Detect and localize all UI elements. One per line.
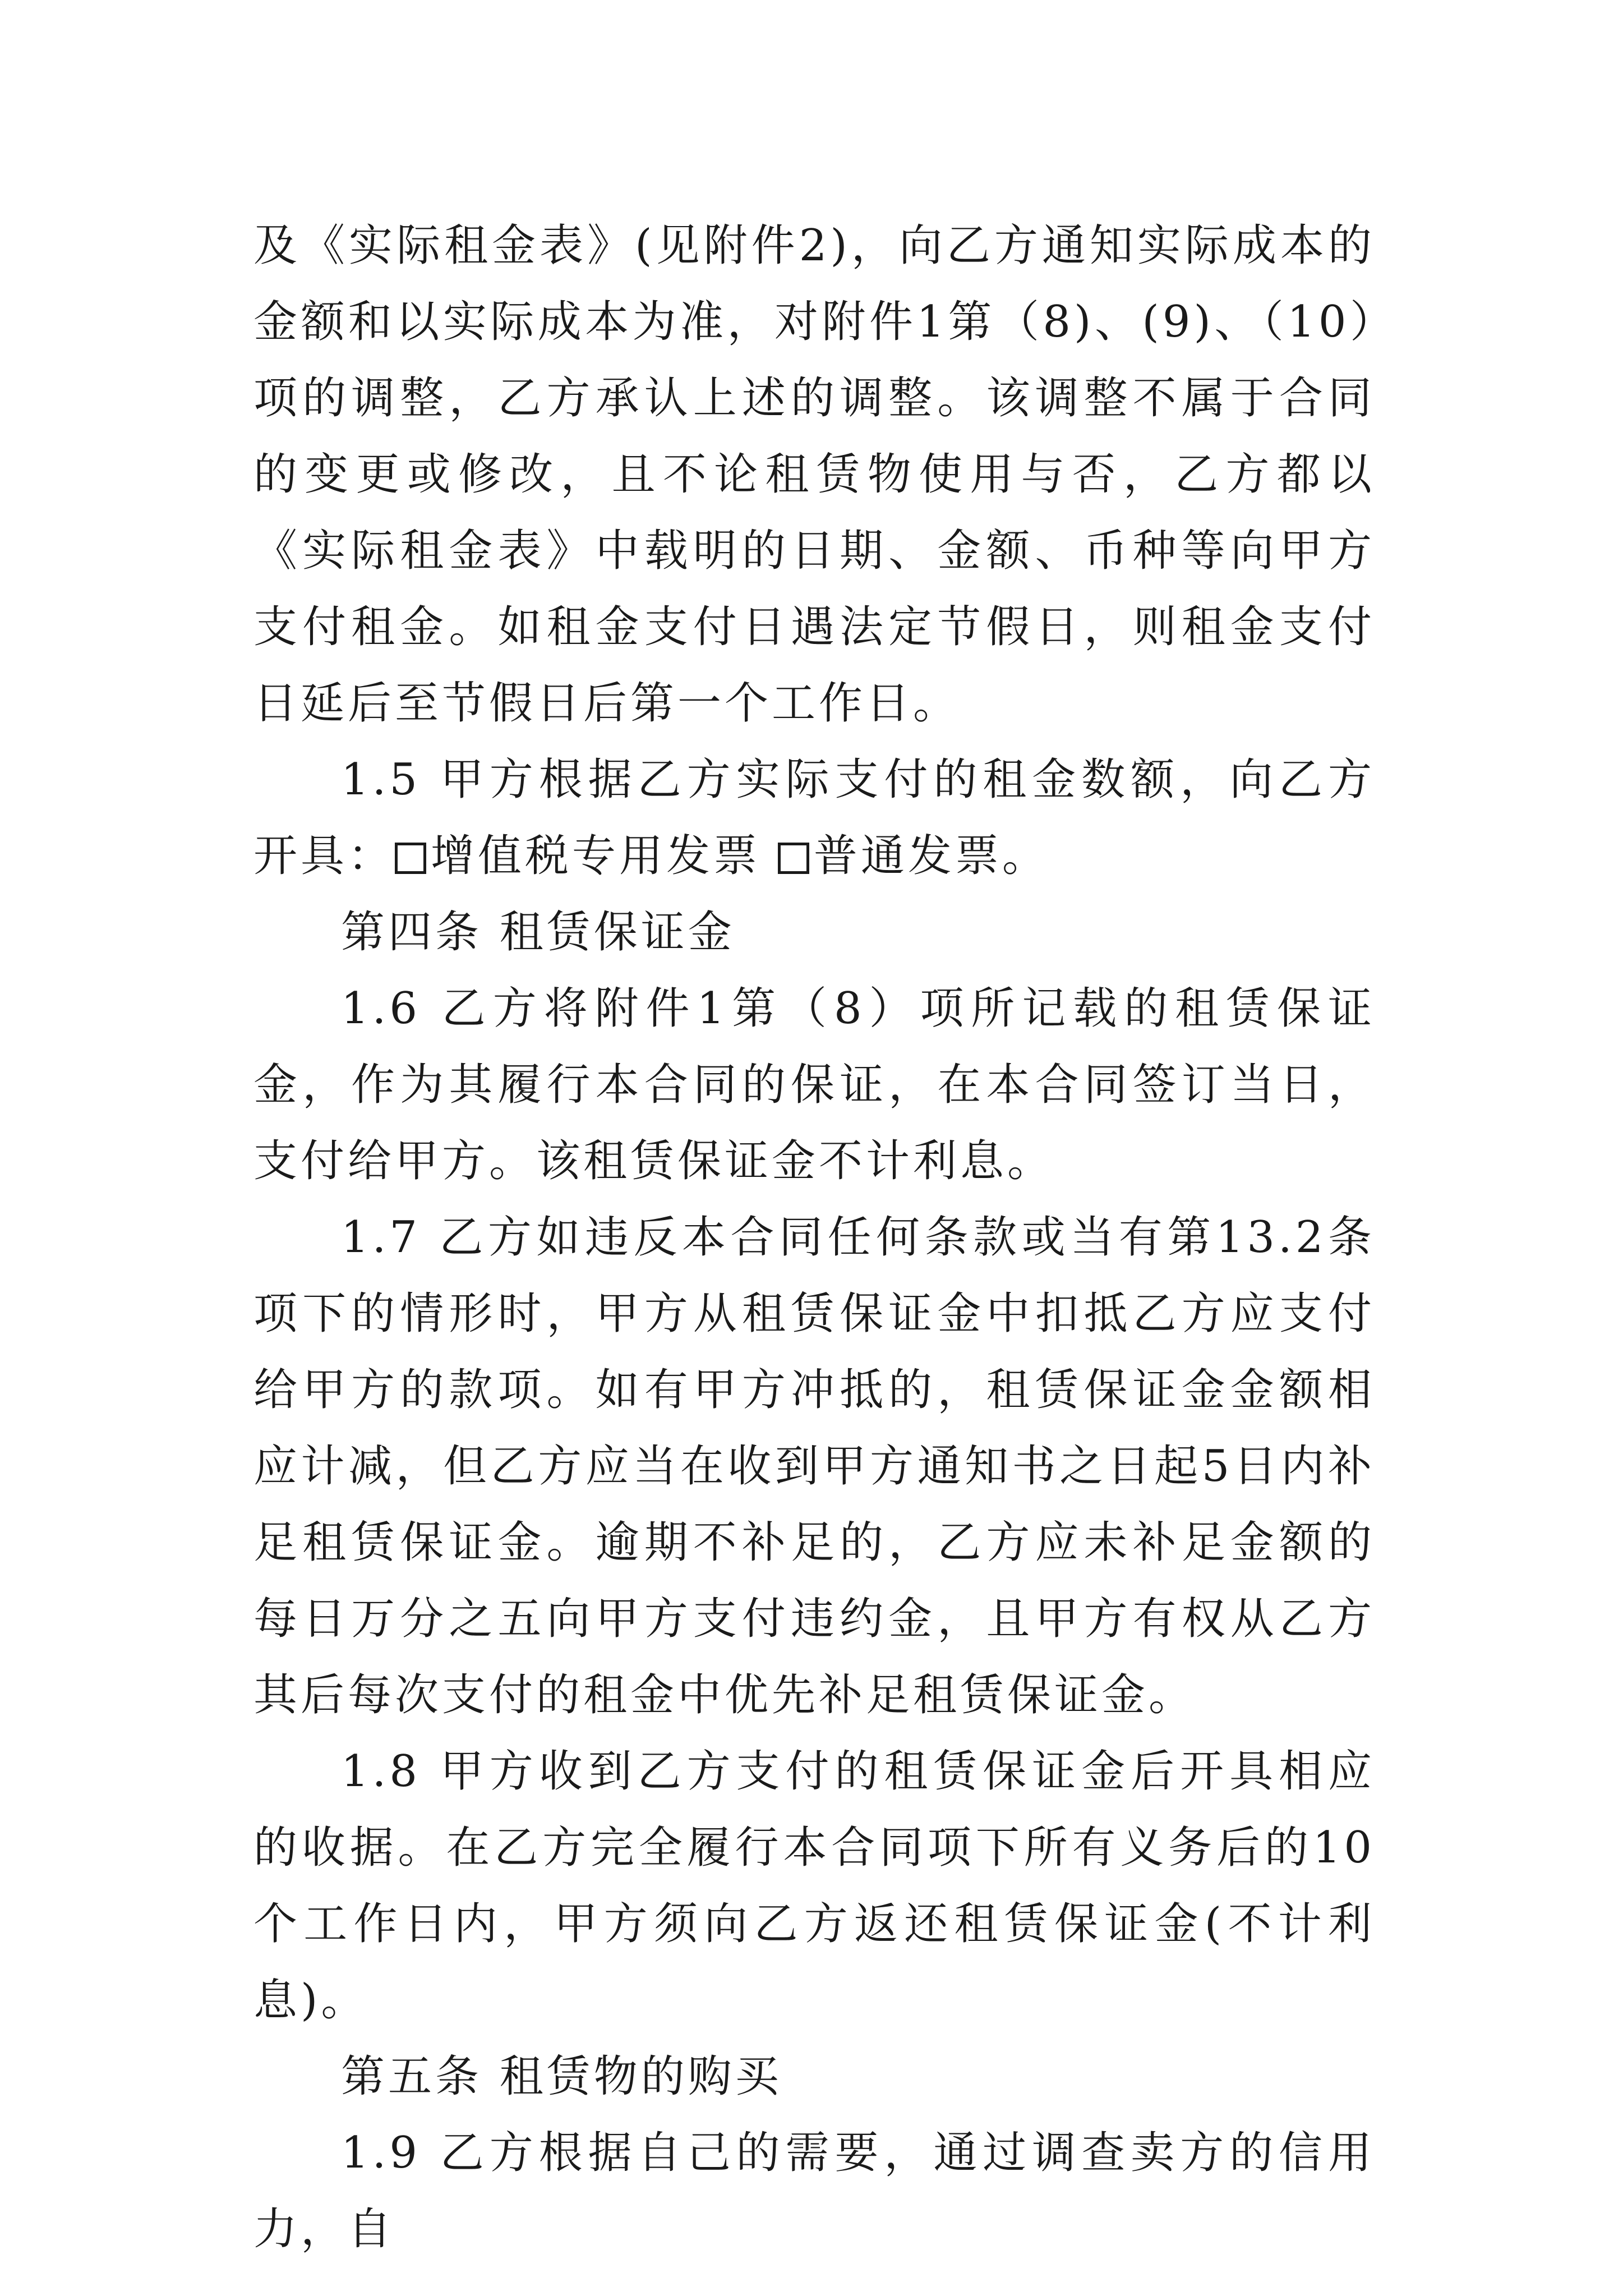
clause-1-9: 1.9 乙方根据自己的需要，通过调查卖方的信用力，自	[253, 2128, 1375, 2254]
checkbox-icon	[395, 843, 426, 874]
section-heading-article-4: 第四条 租赁保证金	[341, 907, 735, 958]
clause-1-6: 1.6 乙方将附件1第（8）项所记载的租赁保证金，作为其履行本合同的保证，在本合同签订当日，支付给甲方。该租赁保证金不计利息。	[253, 983, 1375, 1186]
invoice-option-regular-label: 普通发票。	[813, 831, 1049, 881]
clause-1-7: 1.7 乙方如违反本合同任何条款或当有第13.2条项下的情形时，甲方从租赁保证金中扣抵乙方应支付给甲方的款项。如有甲方冲抵的，租赁保证金金额相应计减，但乙方应当在收到甲方通知书之日起5日内补足租赁保证金。逾期不补足的，乙方应未补足金额的每日万分之五向甲方支付违约金，且甲方有权从乙方其后每次支付的租金中优先补足租赁保证金。	[253, 1212, 1375, 1720]
invoice-option-regular	[778, 831, 1049, 881]
document-body	[253, 208, 1375, 2267]
invoice-option-vat-label: 增值税专用发票	[431, 831, 761, 881]
clause-1-8: 1.8 甲方收到乙方支付的租赁保证金后开具相应的收据。在乙方完全履行本合同项下所有义务后的10个工作日内，甲方须向乙方返还租赁保证金(不计利息)。	[253, 1746, 1375, 2026]
clause-1-5	[253, 742, 1375, 894]
clause-1-5-text: 1.5 甲方根据乙方实际支付的租金数额，向乙方开具：	[253, 754, 1375, 881]
paragraph-continuation: 及《实际租金表》(见附件2)，向乙方通知实际成本的金额和以实际成本为准，对附件1第（8)、(9)、（10）项的调整，乙方承认上述的调整。该调整不属于合同的变更或修改，且不论租赁物使用与否，乙方都以《实际租金表》中载明的日期、金额、币种等向甲方支付租金。如租金支付日遇法定节假日，则租金支付日延后至节假日后第一个工作日。	[253, 220, 1375, 729]
checkbox-icon	[778, 843, 809, 874]
section-heading-article-5: 第五条 租赁物的购买	[341, 2051, 782, 2102]
invoice-option-vat	[395, 831, 760, 881]
